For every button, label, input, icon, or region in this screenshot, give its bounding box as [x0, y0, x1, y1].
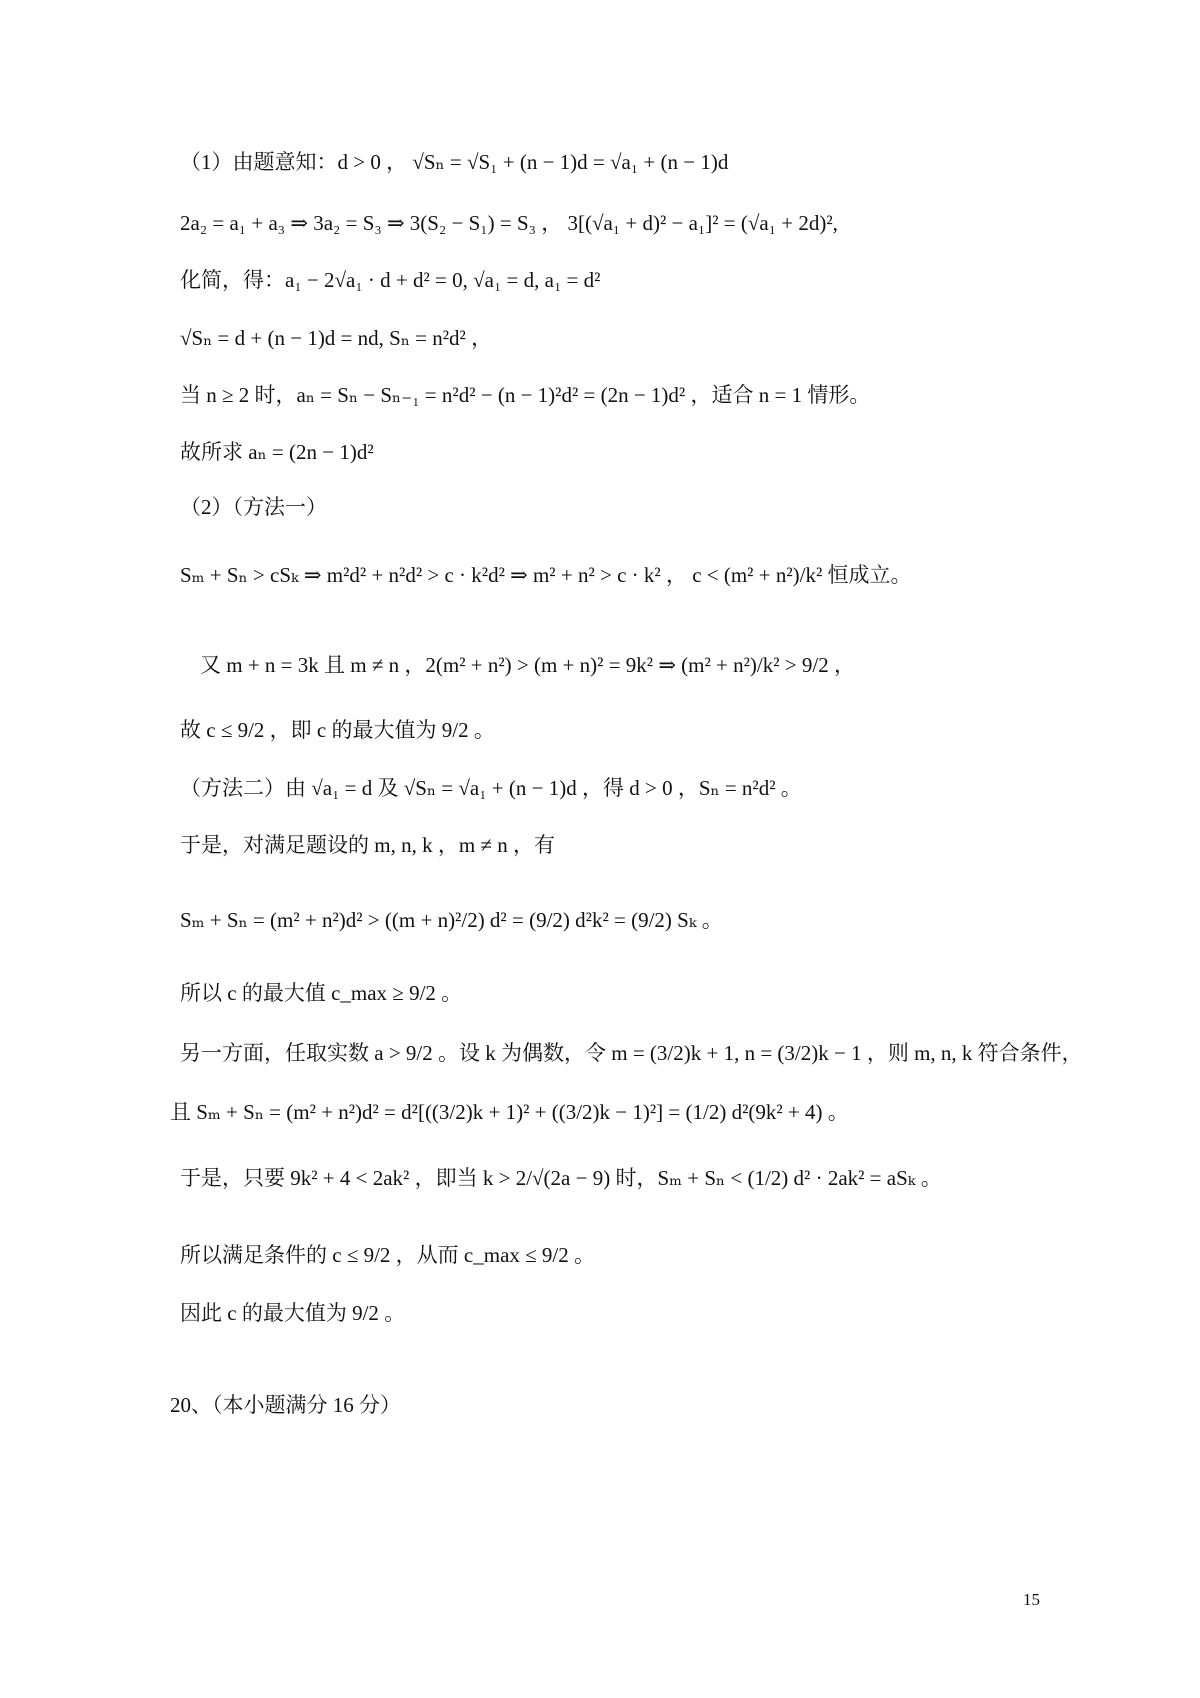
solution-line-1: （1）由题意知：d > 0 ， √Sₙ = √S₁ + (n − 1)d = √a₁ + (n − 1)d	[180, 150, 729, 174]
solution-line-13: Sₘ + Sₙ = (m² + n²)d² > ((m + n)²/2) d² = (9/2) d²k² = (9/2) Sₖ 。	[180, 908, 723, 932]
solution-line-18: 所以满足条件的 c ≤ 9/2 ，从而 c_max ≤ 9/2 。	[180, 1243, 596, 1267]
question-20-heading: 20、（本小题满分 16 分）	[170, 1393, 401, 1417]
solution-line-9: 又 m + n = 3k 且 m ≠ n ，2(m² + n²) > (m + n)² = 9k² ⇒ (m² + n²)/k² > 9/2 ，	[200, 653, 855, 677]
solution-line-14: 所以 c 的最大值 c_max ≥ 9/2 。	[180, 981, 463, 1005]
part2-method1-heading: （2）（方法一）	[180, 495, 327, 519]
solution-line-2: 2a₂ = a₁ + a₃ ⇒ 3a₂ = S₃ ⇒ 3(S₂ − S₁) = S₃ ， 3[(√a₁ + d)² − a₁]² = (√a₁ + 2d)²,	[180, 211, 838, 235]
solution-line-16: 且 Sₘ + Sₙ = (m² + n²)d² = d²[((3/2)k + 1)² + ((3/2)k − 1)²] = (1/2) d²(9k² + 4) 。	[170, 1100, 849, 1124]
solution-line-5: 当 n ≥ 2 时，aₙ = Sₙ − Sₙ₋₁ = n²d² − (n − 1)²d² = (2n − 1)d² ，适合 n = 1 情形。	[180, 383, 871, 407]
solution-line-4: √Sₙ = d + (n − 1)d = nd, Sₙ = n²d² ，	[180, 326, 493, 350]
solution-line-6: 故所求 aₙ = (2n − 1)d²	[180, 440, 374, 464]
solution-line-15: 另一方面，任取实数 a > 9/2 。设 k 为偶数，令 m = (3/2)k + 1, n = (3/2)k − 1 ，则 m, n, k 符合条件，	[180, 1041, 1083, 1065]
page-number: 15	[1023, 1590, 1040, 1609]
solution-line-10: 故 c ≤ 9/2 ，即 c 的最大值为 9/2 。	[180, 718, 495, 742]
solution-line-8: Sₘ + Sₙ > cSₖ ⇒ m²d² + n²d² > c · k²d² ⇒ m² + n² > c · k² ， c < (m² + n²)/k² 恒成立。	[180, 563, 912, 587]
solution-line-17: 于是，只要 9k² + 4 < 2ak² ，即当 k > 2/√(2a − 9) 时，Sₘ + Sₙ < (1/2) d² · 2ak² = aSₖ 。	[180, 1166, 942, 1190]
solution-line-3: 化简，得：a₁ − 2√a₁ · d + d² = 0, √a₁ = d, a₁ = d²	[180, 268, 601, 292]
solution-line-12: 于是，对满足题设的 m, n, k ，m ≠ n ，有	[180, 833, 555, 857]
part2-method2-line: （方法二）由 √a₁ = d 及 √Sₙ = √a₁ + (n − 1)d ，得 d > 0 ，Sₙ = n²d² 。	[180, 776, 802, 800]
solution-line-19: 因此 c 的最大值为 9/2 。	[180, 1301, 406, 1325]
